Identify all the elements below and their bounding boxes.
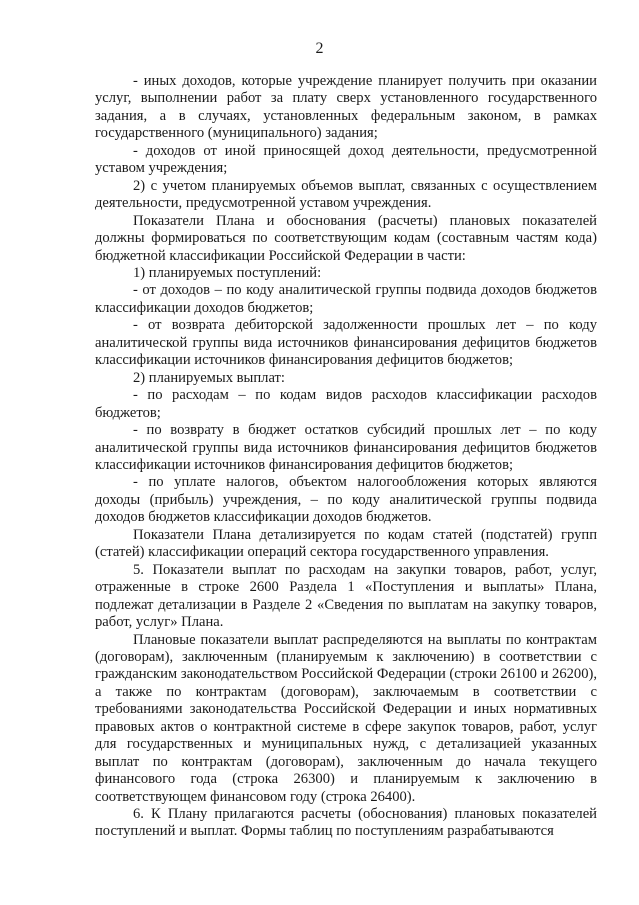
paragraph: - иных доходов, которые учреждение планирует получить при оказании услуг, выполнении работ за плату сверх установленного государственного задания, а в случаях, установленных федеральным законом, в рамках государственного (муниципального) задания; [95,73,597,142]
paragraph: 2) планируемых выплат: [133,369,285,386]
paragraph: Показатели Плана детализируется по кодам статей (подстатей) групп (статей) классификации операций сектора государственного управления. [95,526,597,561]
paragraph: 1) планируемых поступлений: [133,264,322,281]
paragraph: - доходов от иной приносящей доход деятельности, предусмотренной уставом учреждения; [95,142,597,177]
paragraph: 6. К Плану прилагаются расчеты (обоснования) плановых показателей поступлений и выплат. Формы таблиц по поступлениям разрабатываются [95,806,597,840]
paragraph: Показатели Плана и обоснования (расчеты) плановых показателей должны формироваться по соответствующим кодам (составным частям кода) бюджетной классификации Российской Федерации в части: [95,212,597,264]
paragraph: - от возврата дебиторской задолженности прошлых лет – по коду аналитической группы вида источников финансирования дефицитов бюджетов классификации источников финансирования дефицитов бюджетов; [95,317,597,369]
document-body [95,73,597,841]
paragraph: - по возврату в бюджет остатков субсидий прошлых лет – по коду аналитической группы вида источников финансирования дефицитов бюджетов классификации источников финансирования дефицитов бюджетов; [95,422,597,473]
paragraph: 2) с учетом планируемых объемов выплат, связанных с осуществлением деятельности, предусмотренной уставом учреждения. [95,177,597,212]
paragraph: 5. Показатели выплат по расходам на закупки товаров, работ, услуг, отраженные в строке 2600 Раздела 1 «Поступления и выплаты» Плана, подлежат детализации в Разделе 2 «Сведения по выплатам на закупку товаров, работ, услуг» Плана. [95,561,597,631]
paragraph: Плановые показатели выплат распределяются на выплаты по контрактам (договорам), заключенным (планируемым к заключению) в соответствии с гражданским законодательством Российской Федерации (строки 26100 и 26200), а также по контрактам (договорам), заключаемым в соответствии с требованиями законодательства Российской Федерации и иных нормативных правовых актов о контрактной системе в сфере закупок товаров, работ, услуг для государственных и муниципальных нужд, с детализацией указанных выплат по контрактам (договорам), заключенным до начала текущего финансового года (строка 26300) и планируемым к заключению в соответствующем финансовом году (строка 26400). [95,631,598,805]
paragraph: - от доходов – по коду аналитической группы подвида доходов бюджетов классификации доходов бюджетов; [95,282,597,316]
paragraph: - по расходам – по кодам видов расходов классификации расходов бюджетов; [95,387,597,421]
page-number: 2 [315,40,324,57]
paragraph: - по уплате налогов, объектом налогообложения которых являются доходы (прибыль) учреждения, – по коду аналитической группы подвида доходов бюджетов классификации доходов бюджетов. [95,474,597,526]
